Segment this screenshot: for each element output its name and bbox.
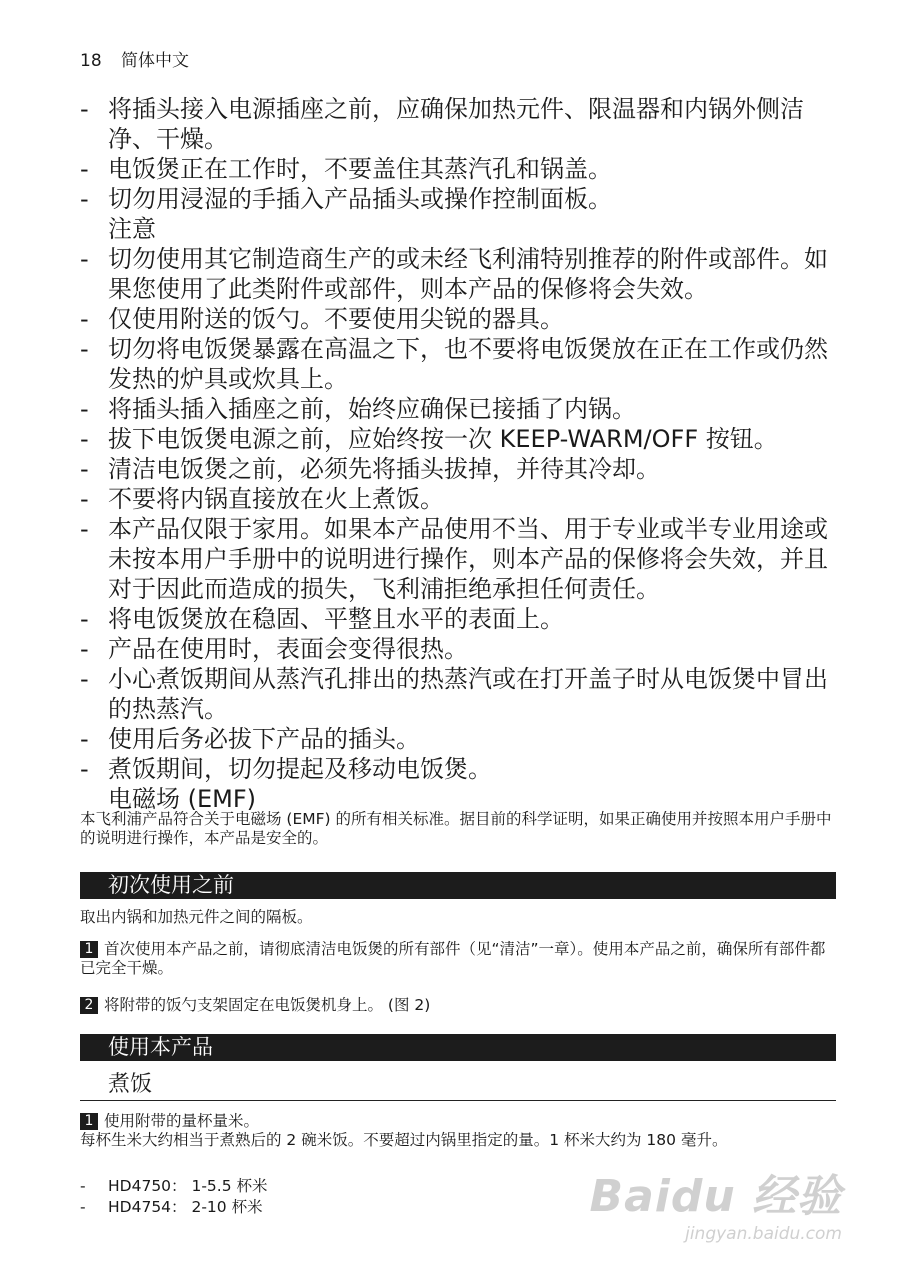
list-item: - 煮饭期间，切勿提起及移动电饭煲。 [80, 755, 492, 783]
list-item: - 使用后务必拔下产品的插头。 [80, 725, 420, 753]
list-item: - 切勿将电饭煲暴露在高温之下，也不要将电饭煲放在正在工作或仍然发热的炉具或炊具上。 [80, 335, 828, 393]
step-2 [80, 996, 840, 1015]
step-text: 使用附带的量杯量米。 [104, 1112, 260, 1130]
subsection-title-cooking-rice: 煮饭 [80, 1070, 836, 1101]
watermark [590, 1160, 842, 1244]
section-intro: 取出内锅和加热元件之间的隔板。 [80, 908, 313, 926]
emf-text: 本飞利浦产品符合关于电磁场 (EMF) 的所有相关标准。据目前的科学证明，如果正确使用并按照本用户手册中的说明进行操作，本产品是安全的。 [80, 810, 832, 847]
cook-note: 每杯生米大约相当于煮熟后的 2 碗米饭。不要超过内锅里指定的量。1 杯米大约为 180 毫升。 [80, 1131, 728, 1149]
step-number: 1 [80, 1113, 98, 1130]
warnings-list-1 [80, 94, 840, 814]
list-item: - 本产品仅限于家用。如果本产品使用不当、用于专业或半专业用途或未按本用户手册中的说明进行操作，则本产品的保修将会失效，并且对于因此而造成的损失，飞利浦拒绝承担任何责任。 [80, 515, 828, 603]
list-item: - 将插头接入电源插座之前，应确保加热元件、限温器和内锅外侧洁净、干燥。 [80, 95, 804, 153]
section-title-using: 使用本产品 [80, 1034, 836, 1061]
baidu-logo: Baidu 经验 [589, 1171, 842, 1222]
cook-step-1 [80, 1112, 840, 1131]
section-title-before-first-use: 初次使用之前 [80, 872, 836, 899]
list-item: - 清洁电饭煲之前，必须先将插头拔掉，并待其冷却。 [80, 455, 660, 483]
model-item: - HD4754： 2-10 杯米 [80, 1198, 263, 1216]
list-item: - 小心煮饭期间从蒸汽孔排出的热蒸汽或在打开盖子时从电饭煲中冒出的热蒸汽。 [80, 665, 828, 723]
step-number: 1 [80, 941, 98, 958]
list-item: - 不要将内锅直接放在火上煮饭。 [80, 485, 444, 513]
language-label: 简体中文 [121, 51, 190, 71]
watermark-url: jingyan.baidu.com [685, 1224, 842, 1244]
step-text: 首次使用本产品之前，请彻底清洁电饭煲的所有部件（见“清洁”一章）。使用本产品之前，确保所有部件都已完全干燥。 [80, 940, 826, 977]
model-item: - HD4750： 1-5.5 杯米 [80, 1177, 268, 1195]
page-header [80, 46, 203, 71]
list-item: - 电饭煲正在工作时，不要盖住其蒸汽孔和锅盖。 [80, 155, 612, 183]
emf-heading: 电磁场 (EMF) [108, 785, 257, 813]
list-item: - 仅使用附送的饭勺。不要使用尖锐的器具。 [80, 305, 564, 333]
list-item: - 拔下电饭煲电源之前，应始终按一次 KEEP-WARM/OFF 按钮。 [80, 425, 778, 453]
caution-heading: 注意 [108, 215, 156, 243]
step-number: 2 [80, 997, 98, 1014]
list-item: - 将插头插入插座之前，始终应确保已接插了内锅。 [80, 395, 636, 423]
list-item: - 产品在使用时，表面会变得很热。 [80, 635, 468, 663]
list-item: - 将电饭煲放在稳固、平整且水平的表面上。 [80, 605, 564, 633]
list-item: - 切勿用浸湿的手插入产品插头或操作控制面板。 [80, 185, 612, 213]
list-item: - 切勿使用其它制造商生产的或未经飞利浦特别推荐的附件或部件。如果您使用了此类附件或部件，则本产品的保修将会失效。 [80, 245, 828, 303]
step-1 [80, 940, 840, 978]
page-number: 18 [80, 51, 102, 71]
step-text: 将附带的饭勺支架固定在电饭煲机身上。 (图 2) [104, 996, 431, 1014]
